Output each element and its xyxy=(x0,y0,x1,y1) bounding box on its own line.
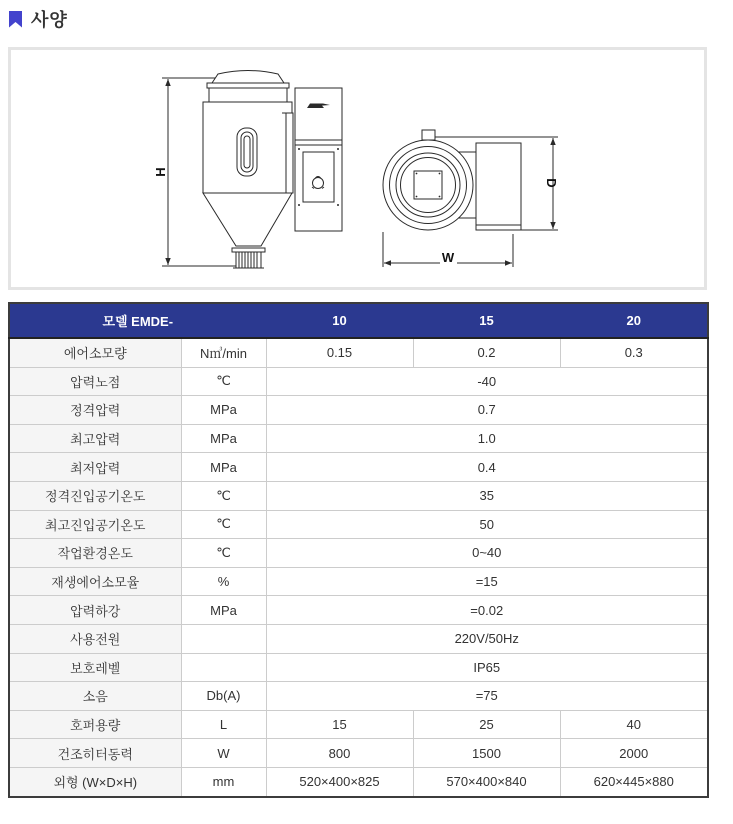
value-cell: 0.15 xyxy=(266,338,413,367)
unit-cell: mm xyxy=(181,767,266,796)
spec-row xyxy=(9,367,708,396)
motor-dome xyxy=(212,71,284,84)
value-cell-merged: =15 xyxy=(266,567,708,596)
unit-cell: MPa xyxy=(181,396,266,425)
row-label-cell: 압력노점 xyxy=(9,367,181,396)
side-view-drawing xyxy=(153,71,342,269)
value-cell-merged: IP65 xyxy=(266,653,708,682)
section-title-bar xyxy=(9,6,733,32)
spec-row xyxy=(9,424,708,453)
hopper-cone xyxy=(203,193,292,246)
value-cell: 0.2 xyxy=(413,338,560,367)
row-label-cell: 소음 xyxy=(9,682,181,711)
row-label-cell: 압력하강 xyxy=(9,596,181,625)
page-title: 사양 xyxy=(31,10,68,30)
spec-row xyxy=(9,539,708,568)
spec-row xyxy=(9,682,708,711)
value-cell-merged: 50 xyxy=(266,510,708,539)
height-dim-label: H xyxy=(153,167,168,177)
value-cell-merged: 0.4 xyxy=(266,453,708,482)
row-label-cell: 정격압력 xyxy=(9,396,181,425)
spec-row xyxy=(9,767,708,796)
spec-row xyxy=(9,396,708,425)
spec-row xyxy=(9,739,708,768)
value-cell: 15 xyxy=(266,710,413,739)
unit-cell: % xyxy=(181,567,266,596)
technical-drawing xyxy=(11,50,704,287)
value-cell-merged: =0.02 xyxy=(266,596,708,625)
row-label-cell: 재생에어소모율 xyxy=(9,567,181,596)
sight-glass xyxy=(237,128,257,176)
unit-cell: MPa xyxy=(181,453,266,482)
spec-row xyxy=(9,596,708,625)
spec-table xyxy=(8,302,709,798)
top-nub xyxy=(422,130,435,140)
value-cell-merged: 220V/50Hz xyxy=(266,624,708,653)
value-cell-merged: 1.0 xyxy=(266,424,708,453)
blower-housing xyxy=(476,143,521,230)
unit-cell: ℃ xyxy=(181,539,266,568)
model-column-header-15: 15 xyxy=(413,303,560,338)
row-label-cell: 작업환경온도 xyxy=(9,539,181,568)
value-cell-merged: =75 xyxy=(266,682,708,711)
spec-row xyxy=(9,653,708,682)
unit-cell: MPa xyxy=(181,596,266,625)
row-label-cell: 정격진입공기온도 xyxy=(9,481,181,510)
value-cell: 800 xyxy=(266,739,413,768)
spec-row xyxy=(9,624,708,653)
row-label-cell: 에어소모량 xyxy=(9,338,181,367)
spec-row xyxy=(9,453,708,482)
model-header-cell: 모델 EMDE- xyxy=(9,303,266,338)
unit-cell: W xyxy=(181,739,266,768)
row-label-cell: 보호레벨 xyxy=(9,653,181,682)
unit-cell: ℃ xyxy=(181,367,266,396)
control-box xyxy=(295,88,342,231)
row-label-cell: 호퍼용량 xyxy=(9,710,181,739)
unit-cell: Db(A) xyxy=(181,682,266,711)
depth-dim-label: D xyxy=(544,178,559,188)
spec-row xyxy=(9,510,708,539)
value-cell: 0.3 xyxy=(560,338,708,367)
unit-cell xyxy=(181,653,266,682)
unit-cell: ℃ xyxy=(181,481,266,510)
value-cell: 570×400×840 xyxy=(413,767,560,796)
technical-drawing-panel xyxy=(8,47,707,290)
value-cell: 1500 xyxy=(413,739,560,768)
row-label-cell: 건조히터동력 xyxy=(9,739,181,768)
unit-cell: L xyxy=(181,710,266,739)
spec-row xyxy=(9,567,708,596)
value-cell-merged: 0~40 xyxy=(266,539,708,568)
row-label-cell: 최고압력 xyxy=(9,424,181,453)
model-column-header-10: 10 xyxy=(266,303,413,338)
bookmark-icon xyxy=(9,11,22,28)
spec-row xyxy=(9,338,708,367)
unit-cell xyxy=(181,624,266,653)
model-column-header-20: 20 xyxy=(560,303,708,338)
row-label-cell: 외형 (W×D×H) xyxy=(9,767,181,796)
spec-row xyxy=(9,481,708,510)
row-label-cell: 사용전원 xyxy=(9,624,181,653)
unit-cell: N㎥/min xyxy=(181,338,266,367)
spec-row xyxy=(9,710,708,739)
value-cell: 2000 xyxy=(560,739,708,768)
spec-table-header-row xyxy=(9,303,708,338)
row-label-cell: 최고진입공기온도 xyxy=(9,510,181,539)
value-cell: 620×445×880 xyxy=(560,767,708,796)
outlet-fitting xyxy=(232,248,265,268)
top-view-drawing xyxy=(383,130,559,267)
value-cell-merged: 0.7 xyxy=(266,396,708,425)
row-label-cell: 최저압력 xyxy=(9,453,181,482)
unit-cell: MPa xyxy=(181,424,266,453)
value-cell: 40 xyxy=(560,710,708,739)
unit-cell: ℃ xyxy=(181,510,266,539)
value-cell: 25 xyxy=(413,710,560,739)
width-dim-label: W xyxy=(441,250,455,265)
value-cell-merged: -40 xyxy=(266,367,708,396)
value-cell: 520×400×825 xyxy=(266,767,413,796)
value-cell-merged: 35 xyxy=(266,481,708,510)
